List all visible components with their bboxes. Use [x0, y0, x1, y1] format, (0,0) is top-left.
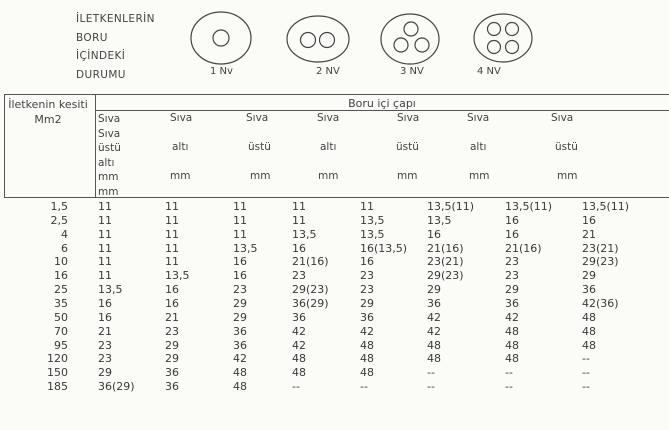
- diagram-3-conductors: [381, 14, 439, 64]
- diameter-cell: 11: [165, 227, 179, 241]
- diameter-cell: 29: [165, 338, 179, 352]
- cross-section-cell: 185: [47, 380, 68, 394]
- diameter-cell: 11: [98, 269, 112, 283]
- diameter-cell: 29(23): [427, 269, 464, 283]
- table-row: [0, 214, 669, 228]
- diameter-cell: --: [360, 380, 368, 394]
- diameter-cell: 16: [505, 227, 519, 241]
- diameter-cell: 42(36): [582, 296, 619, 310]
- diameter-cell: 13,5: [360, 213, 385, 227]
- subheader-unit: mm: [250, 170, 271, 182]
- subheader-line: mm: [98, 185, 119, 198]
- diameter-cell: 11: [292, 200, 306, 213]
- table-row: [0, 311, 669, 325]
- diameter-cell: 36: [427, 296, 441, 310]
- subheader-top: Sıva: [467, 112, 490, 124]
- diameter-cell: 13,5(11): [582, 200, 630, 213]
- diameter-cell: 11: [360, 200, 374, 213]
- table-row: [0, 283, 669, 297]
- table-row: [0, 380, 669, 394]
- diameter-cell: 16: [505, 213, 519, 227]
- diagram-caption: 2 NV: [316, 66, 340, 77]
- diameter-cell: --: [582, 380, 590, 394]
- diameter-cell: 36: [233, 338, 247, 352]
- diameter-cell: 36: [360, 310, 374, 324]
- diameter-cell: 36: [292, 310, 306, 324]
- legend-line: DURUMU: [76, 68, 126, 81]
- diameter-cell: 23: [292, 269, 306, 283]
- diameter-cell: 48: [233, 380, 247, 394]
- diameter-cell: --: [582, 352, 590, 366]
- subheader-unit: mm: [170, 170, 191, 182]
- diameter-cell: 48: [360, 338, 374, 352]
- diameter-cell: 16: [165, 283, 179, 297]
- subheader-mid: altı: [320, 141, 337, 153]
- diameter-cell: 13,5(11): [505, 200, 553, 213]
- diameter-cell: 29: [165, 352, 179, 366]
- diameter-cell: 11: [98, 213, 112, 227]
- diameter-cell: --: [427, 366, 435, 380]
- subheader-mid: üstü: [555, 141, 578, 153]
- size-header-unit: Mm2: [34, 113, 62, 126]
- diameter-cell: 13,5: [427, 213, 452, 227]
- cross-section-cell: 120: [47, 352, 68, 366]
- diameter-cell: --: [505, 366, 513, 380]
- subheader-top: Sıva: [317, 112, 340, 124]
- table-row: [0, 269, 669, 283]
- subheader-mid: üstü: [396, 141, 419, 153]
- subheader-mid: üstü: [248, 141, 271, 153]
- diameter-cell: 13,5: [98, 283, 123, 297]
- subheader-line: altı: [98, 156, 115, 169]
- diameter-cell: 16: [233, 269, 247, 283]
- diameter-cell: 11: [233, 227, 247, 241]
- diameter-cell: 48: [427, 352, 441, 366]
- diameter-cell: 16: [98, 310, 112, 324]
- diagram-4-conductors: [474, 14, 532, 62]
- diameter-cell: 16: [292, 241, 306, 255]
- diameter-cell: 11: [165, 241, 179, 255]
- diameter-cell: 13,5: [292, 227, 317, 241]
- diagram-1-conductor: [191, 12, 251, 64]
- diameter-cell: --: [582, 366, 590, 380]
- diameter-cell: 16: [582, 213, 596, 227]
- diameter-cell: 42: [427, 324, 441, 338]
- cross-section-cell: 16: [54, 269, 68, 283]
- diameter-cell: 48: [582, 324, 596, 338]
- cross-section-cell: 6: [61, 241, 68, 255]
- diameter-cell: 42: [292, 324, 306, 338]
- subheader-line: Sıva: [98, 113, 121, 125]
- table-row: [0, 339, 669, 353]
- subheader-unit: mm: [318, 170, 339, 182]
- diameter-cell: 23: [505, 255, 519, 269]
- diameter-cell: 36: [165, 366, 179, 380]
- diameter-cell: 21: [98, 324, 112, 338]
- diameter-cell: 23: [98, 352, 112, 366]
- diameter-cell: 36: [505, 296, 519, 310]
- subheader-line: üstü: [98, 142, 121, 154]
- diameter-cell: 48: [292, 352, 306, 366]
- cross-section-cell: 10: [54, 255, 68, 269]
- subheader-line: Sıva: [98, 127, 121, 140]
- cross-section-cell: 95: [54, 338, 68, 352]
- diameter-cell: 42: [360, 324, 374, 338]
- diameter-cell: 29: [233, 310, 247, 324]
- diameter-cell: --: [505, 380, 513, 394]
- cross-section-cell: 1,5: [50, 200, 68, 213]
- diameter-cell: 16: [427, 227, 441, 241]
- diameter-cell: 29: [233, 296, 247, 310]
- diameter-cell: 16: [98, 296, 112, 310]
- diameter-cell: 29(23): [582, 255, 619, 269]
- diameter-cell: 48: [427, 338, 441, 352]
- diameter-cell: 11: [165, 213, 179, 227]
- table-row: [0, 242, 669, 256]
- table-row: [0, 352, 669, 366]
- diameter-cell: 36: [582, 283, 596, 297]
- table-row: [0, 366, 669, 380]
- subheader-line: mm: [98, 171, 119, 183]
- legend-line: İÇİNDEKİ: [76, 50, 126, 62]
- cross-section-cell: 50: [54, 310, 68, 324]
- diameter-cell: 42: [292, 338, 306, 352]
- subheader-unit: mm: [557, 170, 578, 182]
- diameter-cell: 48: [505, 324, 519, 338]
- cross-section-cell: 70: [54, 324, 68, 338]
- diameter-cell: 21: [582, 227, 596, 241]
- subheader-unit: mm: [469, 170, 490, 182]
- diameter-cell: 48: [505, 352, 519, 366]
- diameter-cell: 16: [165, 296, 179, 310]
- diameter-cell: 42: [505, 310, 519, 324]
- subheader-unit: mm: [397, 170, 418, 182]
- diameter-cell: 36: [165, 380, 179, 394]
- subheader-top: Sıva: [170, 112, 193, 124]
- diameter-cell: 23: [360, 269, 374, 283]
- table-row: [0, 325, 669, 339]
- size-column-header: [4, 97, 92, 127]
- diameter-cell: 29: [98, 366, 112, 380]
- diameter-cell: 42: [233, 352, 247, 366]
- diameter-cell: 13,5(11): [427, 200, 475, 213]
- diagram-caption: 1 Nv: [210, 66, 233, 77]
- diameter-cell: 21(16): [427, 241, 464, 255]
- table-row: [0, 297, 669, 311]
- diameter-cell: 29: [360, 296, 374, 310]
- diameter-cell: 11: [98, 227, 112, 241]
- diameter-cell: 36(29): [292, 296, 329, 310]
- diameter-cell: 29: [582, 269, 596, 283]
- diameter-cell: 16: [360, 255, 374, 269]
- diameter-cell: 48: [582, 310, 596, 324]
- diameter-cell: 23: [505, 269, 519, 283]
- subheader-mid: altı: [470, 141, 487, 153]
- diameter-cell: 13,5: [360, 227, 385, 241]
- diameter-cell: 13,5: [165, 269, 190, 283]
- diagram-2-conductors: [287, 16, 349, 62]
- diameter-cell: 48: [360, 352, 374, 366]
- diameter-cell: 29(23): [292, 283, 329, 297]
- subheader-top: Sıva: [397, 112, 420, 124]
- diameter-cell: 11: [233, 213, 247, 227]
- subheader-mid: altı: [172, 141, 189, 153]
- diameter-cell: 23: [165, 324, 179, 338]
- diameter-cell: 23: [233, 283, 247, 297]
- pipe-diameter-header: Boru içi çapı: [348, 97, 416, 110]
- table-row: [0, 255, 669, 269]
- diameter-cell: 13,5: [233, 241, 258, 255]
- diameter-cell: 11: [98, 200, 112, 213]
- diameter-cell: 42: [427, 310, 441, 324]
- diameter-cell: 29: [505, 283, 519, 297]
- subheader-top: Sıva: [246, 112, 269, 124]
- header-divider: [95, 110, 669, 111]
- diameter-cell: 11: [165, 255, 179, 269]
- diameter-cell: 11: [98, 255, 112, 269]
- diameter-cell: 48: [505, 338, 519, 352]
- diameter-cell: --: [427, 380, 435, 394]
- table-row: [0, 200, 669, 214]
- diagram-caption: 3 NV: [400, 66, 424, 77]
- diameter-cell: 48: [292, 366, 306, 380]
- cross-section-cell: 35: [54, 296, 68, 310]
- cross-section-cell: 150: [47, 366, 68, 380]
- table-top-border: [4, 94, 669, 95]
- diameter-cell: 21(16): [292, 255, 329, 269]
- cross-section-cell: 2,5: [50, 213, 68, 227]
- size-header-title: İletkenin kesiti: [8, 98, 88, 111]
- diameter-cell: 48: [582, 338, 596, 352]
- diameter-cell: 36: [233, 324, 247, 338]
- diameter-cell: 21(16): [505, 241, 542, 255]
- diameter-cell: 11: [165, 200, 179, 213]
- diameter-cell: 48: [360, 366, 374, 380]
- diameter-cell: 11: [98, 241, 112, 255]
- diameter-cell: 23: [98, 338, 112, 352]
- diameter-cell: 16(13,5): [360, 241, 408, 255]
- cross-section-cell: 4: [61, 227, 68, 241]
- legend-line: BORU: [76, 31, 108, 44]
- table-row: [0, 228, 669, 242]
- legend-line: İLETKENLERİN: [76, 13, 155, 25]
- diameter-cell: 36(29): [98, 380, 135, 394]
- diameter-cell: 29: [427, 283, 441, 297]
- diameter-cell: 23(21): [582, 241, 619, 255]
- subheader-top: Sıva: [551, 112, 574, 124]
- diameter-cell: 21: [165, 310, 179, 324]
- diameter-cell: 23: [360, 283, 374, 297]
- diagram-caption: 4 NV: [477, 66, 501, 77]
- diameter-cell: 11: [233, 200, 247, 213]
- diameter-cell: 11: [292, 213, 306, 227]
- diameter-cell: 23(21): [427, 255, 464, 269]
- diameter-cell: --: [292, 380, 300, 394]
- diameter-cell: 48: [233, 366, 247, 380]
- cross-section-cell: 25: [54, 283, 68, 297]
- diameter-cell: 16: [233, 255, 247, 269]
- first-subcolumn-header: [98, 112, 121, 199]
